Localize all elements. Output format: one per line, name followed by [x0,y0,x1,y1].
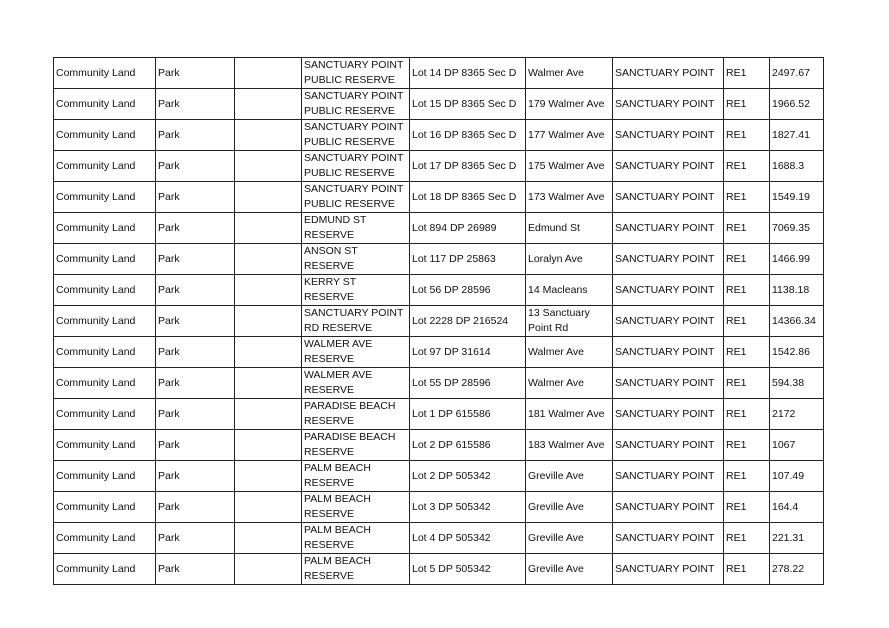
blank-cell [235,213,302,244]
table-row [54,89,824,120]
address-cell: Greville Ave [526,523,613,554]
zone-cell: RE1 [724,492,770,523]
reserve-name-cell: EDMUND ST RESERVE [302,213,410,244]
address-cell: 179 Walmer Ave [526,89,613,120]
category-cell: Community Land [54,151,156,182]
suburb-cell: SANCTUARY POINT [613,430,724,461]
zone-cell: RE1 [724,213,770,244]
blank-cell [235,461,302,492]
suburb-cell: SANCTUARY POINT [613,89,724,120]
type-cell: Park [156,306,235,337]
table-row [54,120,824,151]
category-cell: Community Land [54,523,156,554]
type-cell: Park [156,151,235,182]
area-cell: 14366.34 [770,306,824,337]
address-cell: Walmer Ave [526,368,613,399]
zone-cell: RE1 [724,244,770,275]
suburb-cell: SANCTUARY POINT [613,244,724,275]
lot-cell: Lot 17 DP 8365 Sec D [410,151,526,182]
area-cell: 278.22 [770,554,824,585]
lot-cell: Lot 117 DP 25863 [410,244,526,275]
reserve-name-cell: KERRY ST RESERVE [302,275,410,306]
reserve-name-cell: SANCTUARY POINT PUBLIC RESERVE [302,58,410,89]
lot-cell: Lot 18 DP 8365 Sec D [410,182,526,213]
category-cell: Community Land [54,368,156,399]
zone-cell: RE1 [724,554,770,585]
category-cell: Community Land [54,554,156,585]
type-cell: Park [156,461,235,492]
blank-cell [235,275,302,306]
type-cell: Park [156,89,235,120]
suburb-cell: SANCTUARY POINT [613,492,724,523]
reserve-name-cell: PALM BEACH RESERVE [302,461,410,492]
address-cell: Greville Ave [526,492,613,523]
table-row [54,58,824,89]
table-row [54,213,824,244]
reserve-name-cell: WALMER AVE RESERVE [302,368,410,399]
reserve-name-cell: PALM BEACH RESERVE [302,554,410,585]
blank-cell [235,306,302,337]
category-cell: Community Land [54,244,156,275]
category-cell: Community Land [54,430,156,461]
reserve-name-cell: PARADISE BEACH RESERVE [302,430,410,461]
table-row [54,554,824,585]
table-row [54,399,824,430]
area-cell: 164.4 [770,492,824,523]
zone-cell: RE1 [724,306,770,337]
blank-cell [235,58,302,89]
suburb-cell: SANCTUARY POINT [613,554,724,585]
address-cell: Edmund St [526,213,613,244]
zone-cell: RE1 [724,461,770,492]
area-cell: 1827.41 [770,120,824,151]
address-cell: 183 Walmer Ave [526,430,613,461]
table-row [54,306,824,337]
type-cell: Park [156,399,235,430]
address-cell: 181 Walmer Ave [526,399,613,430]
address-cell: Loralyn Ave [526,244,613,275]
type-cell: Park [156,492,235,523]
address-cell: 13 Sanctuary Point Rd [526,306,613,337]
lot-cell: Lot 3 DP 505342 [410,492,526,523]
category-cell: Community Land [54,275,156,306]
blank-cell [235,368,302,399]
address-cell: 14 Macleans [526,275,613,306]
address-cell: Greville Ave [526,461,613,492]
address-cell: 177 Walmer Ave [526,120,613,151]
blank-cell [235,151,302,182]
category-cell: Community Land [54,213,156,244]
type-cell: Park [156,523,235,554]
area-cell: 221.31 [770,523,824,554]
category-cell: Community Land [54,120,156,151]
lot-cell: Lot 56 DP 28596 [410,275,526,306]
type-cell: Park [156,120,235,151]
reserve-name-cell: WALMER AVE RESERVE [302,337,410,368]
address-cell: Walmer Ave [526,337,613,368]
type-cell: Park [156,430,235,461]
blank-cell [235,244,302,275]
suburb-cell: SANCTUARY POINT [613,275,724,306]
category-cell: Community Land [54,89,156,120]
area-cell: 1549.19 [770,182,824,213]
lot-cell: Lot 55 DP 28596 [410,368,526,399]
area-cell: 1466.99 [770,244,824,275]
lot-cell: Lot 4 DP 505342 [410,523,526,554]
reserve-name-cell: PALM BEACH RESERVE [302,492,410,523]
area-cell: 1067 [770,430,824,461]
area-cell: 1138.18 [770,275,824,306]
suburb-cell: SANCTUARY POINT [613,337,724,368]
lot-cell: Lot 14 DP 8365 Sec D [410,58,526,89]
blank-cell [235,337,302,368]
blank-cell [235,399,302,430]
reserve-name-cell: SANCTUARY POINT PUBLIC RESERVE [302,89,410,120]
reserve-name-cell: SANCTUARY POINT RD RESERVE [302,306,410,337]
type-cell: Park [156,275,235,306]
area-cell: 1966.52 [770,89,824,120]
land-register-table [53,57,824,585]
blank-cell [235,492,302,523]
type-cell: Park [156,337,235,368]
lot-cell: Lot 15 DP 8365 Sec D [410,89,526,120]
area-cell: 1688.3 [770,151,824,182]
category-cell: Community Land [54,58,156,89]
table-row [54,244,824,275]
reserve-name-cell: PARADISE BEACH RESERVE [302,399,410,430]
category-cell: Community Land [54,337,156,368]
zone-cell: RE1 [724,151,770,182]
blank-cell [235,554,302,585]
lot-cell: Lot 894 DP 26989 [410,213,526,244]
table-row [54,523,824,554]
area-cell: 7069.35 [770,213,824,244]
table-row [54,492,824,523]
lot-cell: Lot 2 DP 615586 [410,430,526,461]
suburb-cell: SANCTUARY POINT [613,213,724,244]
zone-cell: RE1 [724,430,770,461]
suburb-cell: SANCTUARY POINT [613,399,724,430]
lot-cell: Lot 16 DP 8365 Sec D [410,120,526,151]
reserve-name-cell: SANCTUARY POINT PUBLIC RESERVE [302,151,410,182]
table-row [54,461,824,492]
blank-cell [235,120,302,151]
area-cell: 1542.86 [770,337,824,368]
zone-cell: RE1 [724,523,770,554]
address-cell: Walmer Ave [526,58,613,89]
type-cell: Park [156,244,235,275]
suburb-cell: SANCTUARY POINT [613,58,724,89]
address-cell: 175 Walmer Ave [526,151,613,182]
type-cell: Park [156,58,235,89]
lot-cell: Lot 97 DP 31614 [410,337,526,368]
blank-cell [235,523,302,554]
lot-cell: Lot 1 DP 615586 [410,399,526,430]
type-cell: Park [156,182,235,213]
suburb-cell: SANCTUARY POINT [613,523,724,554]
category-cell: Community Land [54,492,156,523]
reserve-name-cell: SANCTUARY POINT PUBLIC RESERVE [302,182,410,213]
blank-cell [235,182,302,213]
table-row [54,275,824,306]
type-cell: Park [156,554,235,585]
suburb-cell: SANCTUARY POINT [613,182,724,213]
blank-cell [235,89,302,120]
category-cell: Community Land [54,399,156,430]
reserve-name-cell: ANSON ST RESERVE [302,244,410,275]
suburb-cell: SANCTUARY POINT [613,151,724,182]
zone-cell: RE1 [724,120,770,151]
zone-cell: RE1 [724,275,770,306]
lot-cell: Lot 5 DP 505342 [410,554,526,585]
type-cell: Park [156,368,235,399]
area-cell: 2172 [770,399,824,430]
suburb-cell: SANCTUARY POINT [613,120,724,151]
category-cell: Community Land [54,306,156,337]
suburb-cell: SANCTUARY POINT [613,306,724,337]
table-row [54,182,824,213]
category-cell: Community Land [54,461,156,492]
table-row [54,337,824,368]
reserve-name-cell: PALM BEACH RESERVE [302,523,410,554]
area-cell: 107.49 [770,461,824,492]
area-cell: 594.38 [770,368,824,399]
blank-cell [235,430,302,461]
zone-cell: RE1 [724,337,770,368]
table-row [54,430,824,461]
lot-cell: Lot 2 DP 505342 [410,461,526,492]
zone-cell: RE1 [724,182,770,213]
suburb-cell: SANCTUARY POINT [613,368,724,399]
area-cell: 2497.67 [770,58,824,89]
table-row [54,151,824,182]
zone-cell: RE1 [724,89,770,120]
zone-cell: RE1 [724,368,770,399]
address-cell: Greville Ave [526,554,613,585]
type-cell: Park [156,213,235,244]
address-cell: 173 Walmer Ave [526,182,613,213]
reserve-name-cell: SANCTUARY POINT PUBLIC RESERVE [302,120,410,151]
zone-cell: RE1 [724,399,770,430]
suburb-cell: SANCTUARY POINT [613,461,724,492]
lot-cell: Lot 2228 DP 216524 [410,306,526,337]
category-cell: Community Land [54,182,156,213]
table-row [54,368,824,399]
zone-cell: RE1 [724,58,770,89]
